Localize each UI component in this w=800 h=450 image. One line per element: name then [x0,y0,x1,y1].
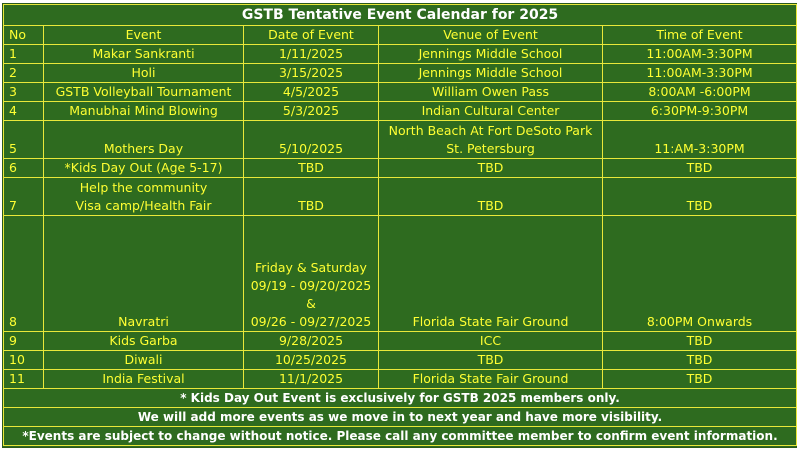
cell-venue-line: Jennings Middle School [418,46,563,61]
table-row [4,83,797,102]
cell-date [244,159,379,178]
footnote-row [4,427,797,446]
cell-venue [379,83,603,102]
cell-time-line: TBD [686,352,713,367]
cell-date-line: 09/19 - 09/20/2025 [250,278,372,293]
cell-date-line: 5/10/2025 [278,141,344,156]
cell-venue [379,178,603,216]
cell-event [44,370,244,389]
cell-event-line: Help the community [79,180,208,195]
header-date: Date of Event [244,26,379,45]
cell-time-line: 8:00PM Onwards [646,314,753,329]
cell-date-line: TBD [298,160,324,175]
cell-date-line: TBD [298,198,324,213]
table-row [4,351,797,370]
cell-event-line: GSTB Volleyball Tournament [55,84,232,99]
cell-date-line: Friday & Saturday [255,260,367,275]
cell-time-line: 11:AM-3:30PM [654,141,745,156]
event-calendar-sheet [2,3,797,448]
cell-venue-line: Indian Cultural Center [421,103,560,118]
cell-time [603,351,797,370]
cell-event-line: India Festival [102,371,185,386]
cell-event-line: Makar Sankranti [92,46,195,61]
cell-time [603,332,797,351]
cell-event [44,332,244,351]
cell-time [603,83,797,102]
cell-date-line: 10/25/2025 [274,352,348,367]
header-no: No [4,26,44,45]
cell-time-line: TBD [686,160,713,175]
table-row [4,370,797,389]
cell-event [44,121,244,159]
cell-date [244,370,379,389]
footnote-text: *Events are subject to change without notice. Please call any committee member to confirm event information. [4,427,797,446]
table-row [4,159,797,178]
cell-time [603,64,797,83]
cell-event [44,64,244,83]
table-row [4,332,797,351]
cell-time-line: 8:00AM -6:00PM [648,84,751,99]
cell-date-line: 09/26 - 09/27/2025 [250,314,372,329]
cell-event [44,178,244,216]
table-row [4,64,797,83]
cell-date-line: 1/11/2025 [278,46,344,61]
cell-time-line: TBD [686,371,713,386]
cell-time [603,45,797,64]
cell-date [244,45,379,64]
cell-no: 11 [4,370,44,389]
cell-date-line: 11/1/2025 [278,371,344,386]
header-event: Event [44,26,244,45]
table-row [4,102,797,121]
event-calendar-table [3,4,797,446]
cell-no: 6 [4,159,44,178]
cell-no: 3 [4,83,44,102]
cell-event-line: Kids Garba [109,333,178,348]
cell-venue [379,332,603,351]
cell-date [244,102,379,121]
cell-venue [379,45,603,64]
cell-event [44,45,244,64]
cell-venue [379,102,603,121]
header-row [4,26,797,45]
footnote-row [4,389,797,408]
cell-no: 2 [4,64,44,83]
cell-time [603,121,797,159]
cell-time [603,102,797,121]
cell-time-line: 11:00AM-3:30PM [646,65,753,80]
cell-no: 5 [4,121,44,159]
cell-event [44,216,244,332]
cell-date [244,351,379,370]
cell-event-line: Manubhai Mind Blowing [69,103,218,118]
cell-event-line: Visa camp/Health Fair [75,198,212,213]
table-row [4,45,797,64]
cell-time [603,370,797,389]
cell-venue-line: TBD [477,352,504,367]
footnote-text: We will add more events as we move in to next year and have more visibility. [4,408,797,427]
cell-venue [379,370,603,389]
cell-venue-line: ICC [479,333,502,348]
cell-time [603,159,797,178]
cell-time-line: 11:00AM-3:30PM [646,46,753,61]
cell-venue-line: Jennings Middle School [418,65,563,80]
cell-no: 7 [4,178,44,216]
cell-event-line: Mothers Day [103,141,184,156]
cell-date [244,216,379,332]
cell-venue [379,351,603,370]
cell-no: 4 [4,102,44,121]
cell-time-line: TBD [686,333,713,348]
cell-venue [379,159,603,178]
header-venue: Venue of Event [379,26,603,45]
cell-date-line: 3/15/2025 [278,65,344,80]
table-title: GSTB Tentative Event Calendar for 2025 [4,5,797,26]
footnote-row [4,408,797,427]
cell-no: 9 [4,332,44,351]
cell-venue-line: North Beach At Fort DeSoto Park [388,123,593,138]
cell-event-line: *Kids Day Out (Age 5-17) [64,160,223,175]
cell-time [603,178,797,216]
cell-event [44,102,244,121]
cell-venue-line: William Owen Pass [431,84,550,99]
cell-date [244,64,379,83]
cell-venue-line: St. Petersburg [446,141,535,156]
cell-event [44,83,244,102]
cell-time [603,216,797,332]
cell-venue-line: Florida State Fair Ground [412,371,569,386]
cell-event-line: Holi [131,65,156,80]
cell-event [44,159,244,178]
cell-date-line: & [306,296,316,311]
cell-venue [379,121,603,159]
cell-no: 10 [4,351,44,370]
cell-event-line: Diwali [124,352,163,367]
footnote-text: * Kids Day Out Event is exclusively for GSTB 2025 members only. [4,389,797,408]
header-time: Time of Event [603,26,797,45]
cell-date-line: 9/28/2025 [278,333,344,348]
cell-no: 8 [4,216,44,332]
cell-venue-line: TBD [477,198,504,213]
table-row [4,178,797,216]
cell-no: 1 [4,45,44,64]
table-row [4,121,797,159]
cell-date [244,178,379,216]
cell-venue [379,64,603,83]
cell-venue-line: TBD [477,160,504,175]
cell-time-line: 6:30PM-9:30PM [650,103,749,118]
cell-date [244,121,379,159]
cell-date [244,332,379,351]
cell-time-line: TBD [686,198,713,213]
cell-event [44,351,244,370]
cell-venue [379,216,603,332]
cell-date-line: 4/5/2025 [282,84,340,99]
cell-event-line: Navratri [118,314,169,329]
table-row [4,216,797,332]
cell-date [244,83,379,102]
cell-date-line: 5/3/2025 [282,103,340,118]
cell-venue-line: Florida State Fair Ground [412,314,569,329]
